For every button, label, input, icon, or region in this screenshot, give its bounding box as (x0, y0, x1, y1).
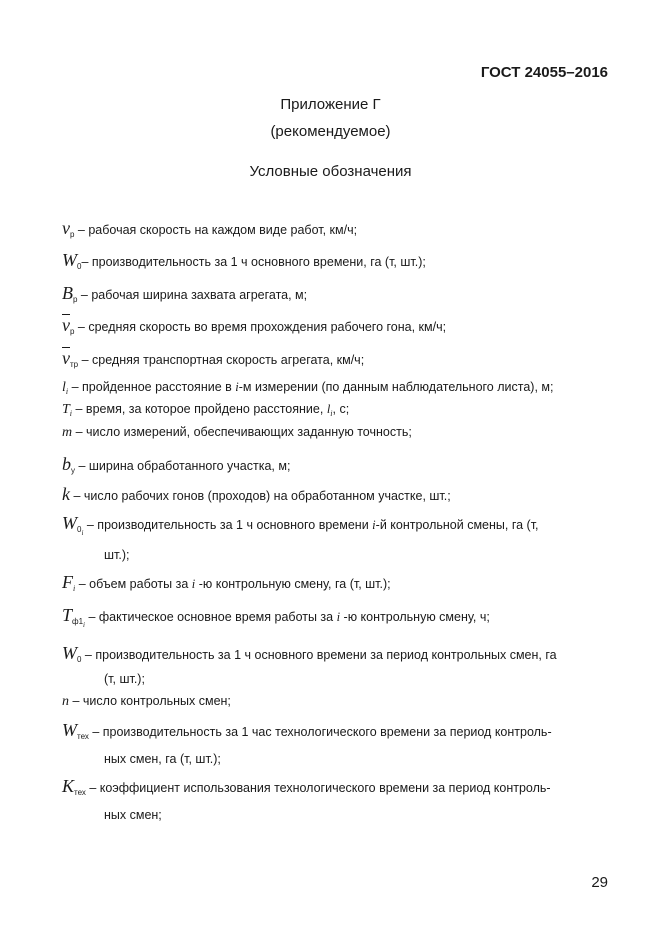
document-id: ГОСТ 24055–2016 (480, 64, 608, 81)
symbol-item: $W_{0i}$ – производительность за 1 ч основного времени i-й контрольной смены, га (т, (62, 513, 539, 537)
symbol-item: $\overline{v}_р$ – средняя скорость во время прохождения рабочего гона, км/ч; (62, 315, 447, 336)
symbol-item: $W_{тех}$ – производительность за 1 час технологического времени за период контроль- (62, 720, 552, 741)
symbol-item: $W_0$ – производительность за 1 ч основного времени за период контрольных смен, га (62, 643, 557, 664)
symbol-item: $B_р$ – рабочая ширина захвата агрегата, м; (62, 283, 308, 304)
symbol-item: $T_{ф1i}$ – фактическое основное время работы за i -ю контрольную смену, ч; (62, 605, 490, 629)
symbol-item: $\overline{v}_{тр}$ – средняя транспортная скорость агрегата, км/ч; (62, 348, 365, 369)
symbol-item-continuation: шт.); (104, 548, 130, 562)
symbol-item: n – число контрольных смен; (62, 694, 231, 709)
symbol-item: $F_i$ – объем работы за i -ю контрольную смену, га (т, шт.); (62, 572, 391, 593)
appendix-title: Приложение Г (280, 96, 381, 113)
symbol-item: k – число рабочих гонов (проходов) на обработанном участке, шт.; (62, 484, 451, 504)
symbol-item: $K_{тех}$ – коэффициент использования технологического времени за период контроль- (62, 776, 551, 797)
symbol-item: $l_i$ – пройденное расстояние в i-м измерении (по данным наблюдательного листа), м; (62, 380, 554, 396)
page-number: 29 (591, 874, 608, 891)
symbol-item-continuation: (т, шт.); (104, 672, 145, 686)
symbol-item: $v_р$ – рабочая скорость на каждом виде работ, км/ч; (62, 218, 358, 239)
symbol-item: $T_i$ – время, за которое пройдено расстояние, $l_i$, с; (62, 402, 350, 418)
section-title: Условные обозначения (249, 163, 412, 180)
symbol-item: m – число измерений, обеспечивающих заданную точность; (62, 425, 412, 440)
symbol-item: $b_у$ – ширина обработанного участка, м; (62, 454, 291, 475)
appendix-status: (рекомендуемое) (270, 123, 391, 140)
symbol-item: $W_0-$ производительность за 1 ч основного времени, га (т, шт.); (62, 250, 426, 271)
symbol-item-continuation: ных смен, га (т, шт.); (104, 752, 221, 766)
symbol-item-continuation: ных смен; (104, 808, 162, 822)
